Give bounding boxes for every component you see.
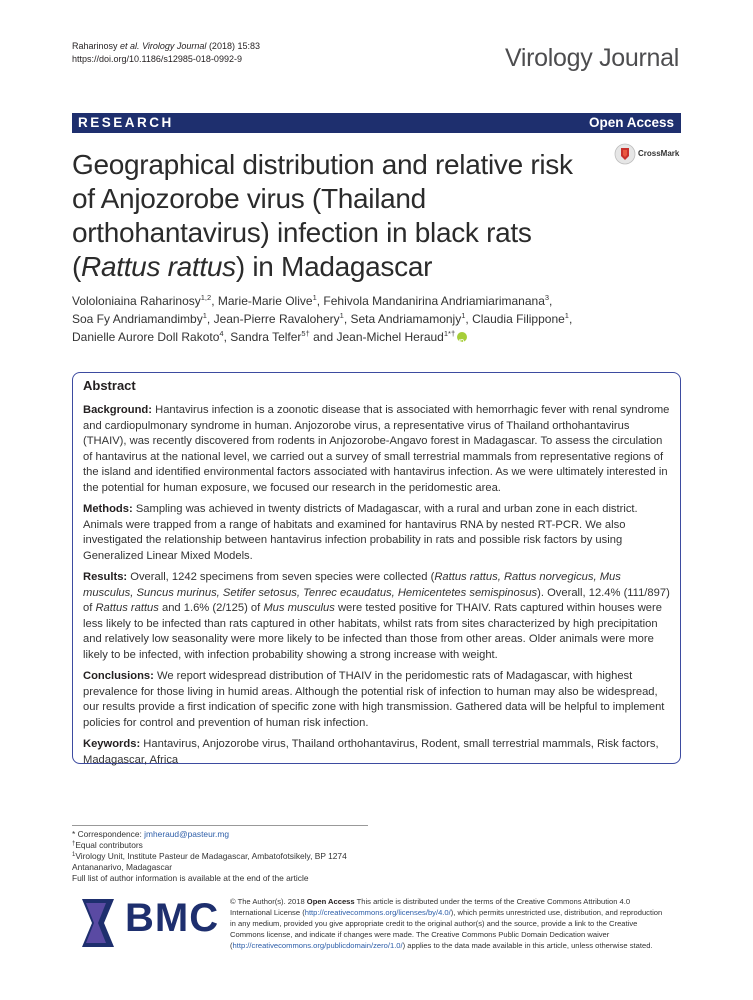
affiliation-city: Antananarivo, Madagascar: [72, 862, 173, 872]
author: Claudia Filippone$^1$: [472, 311, 569, 326]
article-type-band: [72, 113, 681, 133]
orcid-icon[interactable]: [457, 332, 467, 342]
crossmark-badge[interactable]: [614, 143, 684, 167]
citation-header: [72, 40, 260, 66]
journal-brand: Virology Journal: [504, 44, 679, 72]
affiliation: $^1$Virology Unit, Institute Pasteur de Madagascar, Ambatofotsikely, BP 1274: [72, 851, 347, 861]
abstract-results: Results: Overall, 1242 specimens from seven species were collected (Rattus rattus, Rattus norvegicus, Mus musculus, Suncus murinus, Setifer setosus, Tenrec ecaudatus, Hemicentetes semispinosus). Overall, 12.4% (111/897) of Rattus rattus and 1.6% (2/125) of Mus musculus were tested positive for THAIV. Rats captured within houses were less likely to be infected than rats captured in other habitats, whilst rats from sites characterized by high precipitation and relatively low seasonality were more likely to be infected than those from other areas. Older animals were more likely to be infected, with infection probability showing a strong increase with weight.: [83, 571, 670, 661]
full-author-info-note: Full list of author information is available at the end of the article: [72, 873, 309, 883]
citation-line: Raharinosy et al. Virology Journal (2018) 15:83: [72, 41, 260, 51]
doi-link[interactable]: https://doi.org/10.1186/s12985-018-0992-9: [72, 54, 242, 64]
article-title: Geographical distribution and relative risk of Anjozorobe virus (Thailand orthohantavirus) infection in black rats (Rattus rattus) in Madagascar: [72, 149, 573, 282]
author-list: Vololoniaina Raharinosy$^{1,2}$, Marie-Marie Olive$^1$, Fehivola Mandanirina Andriamiarimanana$^3$, Soa Fy Andriamandimby$^1$, Jean-Pierre Ravalohery$^1$, Seta Andriamamonjy$^1$, Claudia Filippone$^1$, Danielle Aurore Doll Rakoto$^4$, Sandra Telfer$^{5\dagger}$ and Jean-Michel Heraud$^{1*\dagger}$iD: [72, 292, 672, 346]
author: Fehivola Mandanirina Andriamiarimanana$^3$: [323, 293, 550, 308]
cc0-waiver-link[interactable]: http://creativecommons.org/publicdomain/zero/1.0/: [232, 941, 403, 950]
equal-contributors-note: †Equal contributors: [72, 840, 143, 850]
article-type-label: RESEARCH: [78, 115, 174, 130]
correspondence-email-link[interactable]: jmheraud@pasteur.mg: [144, 829, 230, 839]
abstract-heading: Abstract: [83, 378, 136, 393]
crossmark-icon: [614, 143, 636, 165]
open-access-label: Open Access: [588, 115, 674, 130]
footnote-divider: [72, 825, 368, 826]
license-statement: © The Author(s). 2018 Open Access This article is distributed under the terms of the Creative Commons Attribution 4.0 International License (http://creativecommons.org/licenses/by/4.0/), which permits unrestricted use, distribution, and reproduction in any medium, provided you give appropriate credit to the original author(s) and the source, provide a link to the Creative Commons license, and indicate if changes were made. The Creative Commons Public Domain Dedication waiver (http://creativecommons.org/publicdomain/zero/1.0/) applies to the data made available in this article, unless otherwise stated.: [230, 897, 663, 950]
footnotes: [72, 829, 392, 884]
abstract-background: Background: Hantavirus infection is a zoonotic disease that is associated with hemorrhagic fever with renal syndrome and cardiopulmonary syndrome in human. Anjozorobe virus, a representative virus of Thailand orthohantavirus (THAIV), was recently discovered from rodents in Anjozorobe-Angavo forest in Madagascar. To assess the circulation of hantavirus at the national level, we carried out a survey of small terrestrial mammals from representative regions of the island and identified environmental factors associated with hantavirus infection. As we were ultimately interested in the potential for human exposure, we focused our research in the peridomestic area.: [83, 404, 670, 494]
abstract-body: [83, 403, 673, 774]
crossmark-label: CrossMark: [638, 149, 680, 158]
abstract-methods: Methods: Sampling was achieved in twenty districts of Madagascar, with a rural and urban zone in each district. Animals were trapped from a range of habitats and examined for hantavirus RNA by nested RT-PCR. We also investigated the relationship between hantavirus infection probability in rats and possible risk factors by using Generalized Linear Mixed Models.: [83, 503, 638, 562]
correspondence: * Correspondence: jmheraud@pasteur.mg: [72, 829, 230, 839]
abstract-conclusions: Conclusions: We report widespread distribution of THAIV in the peridomestic rats of Madagascar, with highest prevalence for those living in humid areas. Although the potential risk of infection to human may also be widespread, our results provide a first indication of specific zone with high transmission. Gathered data will be helpful to implement policies for control and prevention of human risk infection.: [83, 670, 665, 729]
author: Jean-Michel Heraud$^{1*\dagger}$: [336, 329, 456, 344]
author: Sandra Telfer$^{5\dagger}$: [230, 329, 310, 344]
author: Soa Fy Andriamandimby$^1$: [72, 311, 207, 326]
author: Marie-Marie Olive$^1$: [217, 293, 317, 308]
abstract-box: [72, 372, 681, 764]
cc-by-license-link[interactable]: http://creativecommons.org/licenses/by/4.0/: [304, 908, 451, 917]
author: Jean-Pierre Ravalohery$^1$: [213, 311, 344, 326]
abstract-keywords: Keywords: Hantavirus, Anjozorobe virus, Thailand orthohantavirus, Rodent, small terrestrial mammals, Risk factors, Madagascar, Africa: [83, 738, 659, 766]
author: Vololoniaina Raharinosy$^{1,2}$: [72, 293, 212, 308]
author: Seta Andriamamonjy$^1$: [350, 311, 466, 326]
bmc-logo-text: BMC: [125, 896, 220, 940]
author: Danielle Aurore Doll Rakoto$^4$: [72, 329, 224, 344]
